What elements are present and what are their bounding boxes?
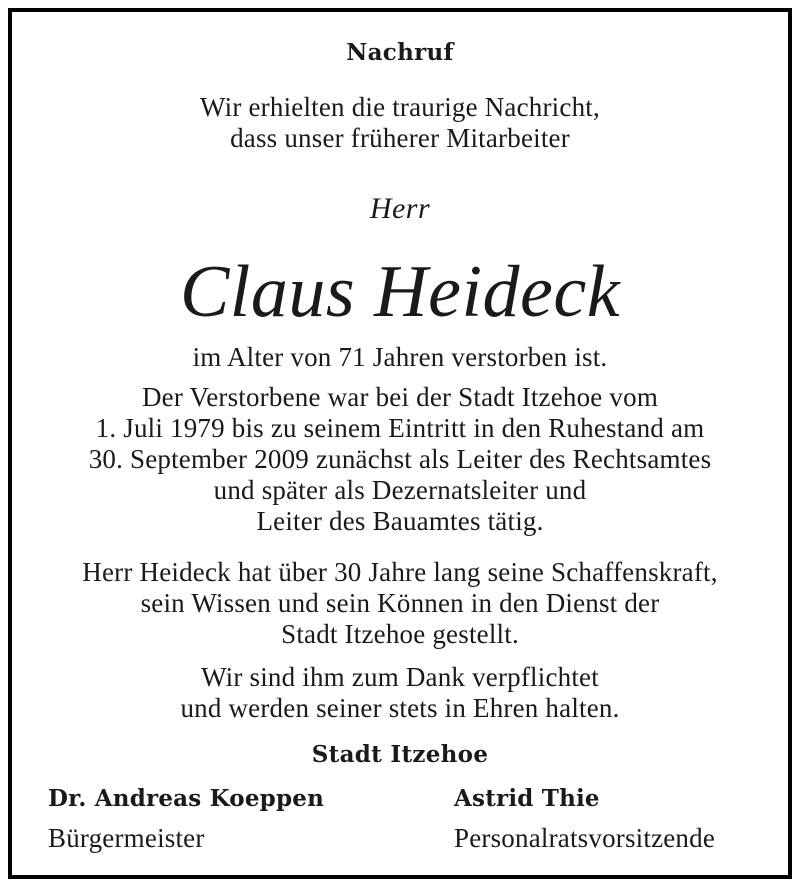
tribute-paragraph — [12, 557, 788, 650]
career-line: 30. September 2009 zunächst als Leiter des Rechtsamtes — [88, 444, 712, 474]
intro-line: Wir erhielten die traurige Nachricht, — [200, 92, 600, 122]
tribute-line: Herr Heideck hat über 30 Jahre lang seine Schaffenskraft, — [82, 557, 718, 587]
intro-line: dass unser früherer Mitarbeiter — [230, 123, 570, 153]
obituary-notice — [8, 8, 792, 879]
age-line: im Alter von 71 Jahren verstorben ist. — [192, 342, 608, 372]
signatory-name-council-chair: Astrid Thie — [454, 785, 600, 812]
career-line: Der Verstorbene war bei der Stadt Itzehoe vom — [141, 382, 659, 412]
tribute-line: sein Wissen und sein Können in den Dienst der — [140, 588, 660, 618]
career-line: und später als Dezernatsleiter und — [213, 475, 587, 505]
notice-heading: Nachruf — [346, 39, 454, 66]
career-line: 1. Juli 1979 bis zu seinem Eintritt in den Ruhestand am — [95, 413, 705, 443]
intro-paragraph — [12, 92, 788, 154]
thanks-line: Wir sind ihm zum Dank verpflichtet — [201, 662, 599, 692]
salutation: Herr — [369, 192, 431, 225]
signatory-role-mayor: Bürgermeister — [48, 823, 205, 853]
signatory-role-council-chair: Personalratsvorsitzende — [454, 823, 716, 853]
career-line: Leiter des Bauamtes tätig. — [256, 506, 544, 536]
signatory-name-mayor: Dr. Andreas Koeppen — [48, 785, 325, 812]
deceased-name: Claus Heideck — [179, 251, 621, 333]
organization-name: Stadt Itzehoe — [311, 741, 489, 768]
thanks-paragraph — [12, 662, 788, 724]
career-paragraph — [12, 382, 788, 537]
tribute-line: Stadt Itzehoe gestellt. — [281, 619, 519, 649]
thanks-line: und werden seiner stets in Ehren halten. — [180, 693, 620, 723]
